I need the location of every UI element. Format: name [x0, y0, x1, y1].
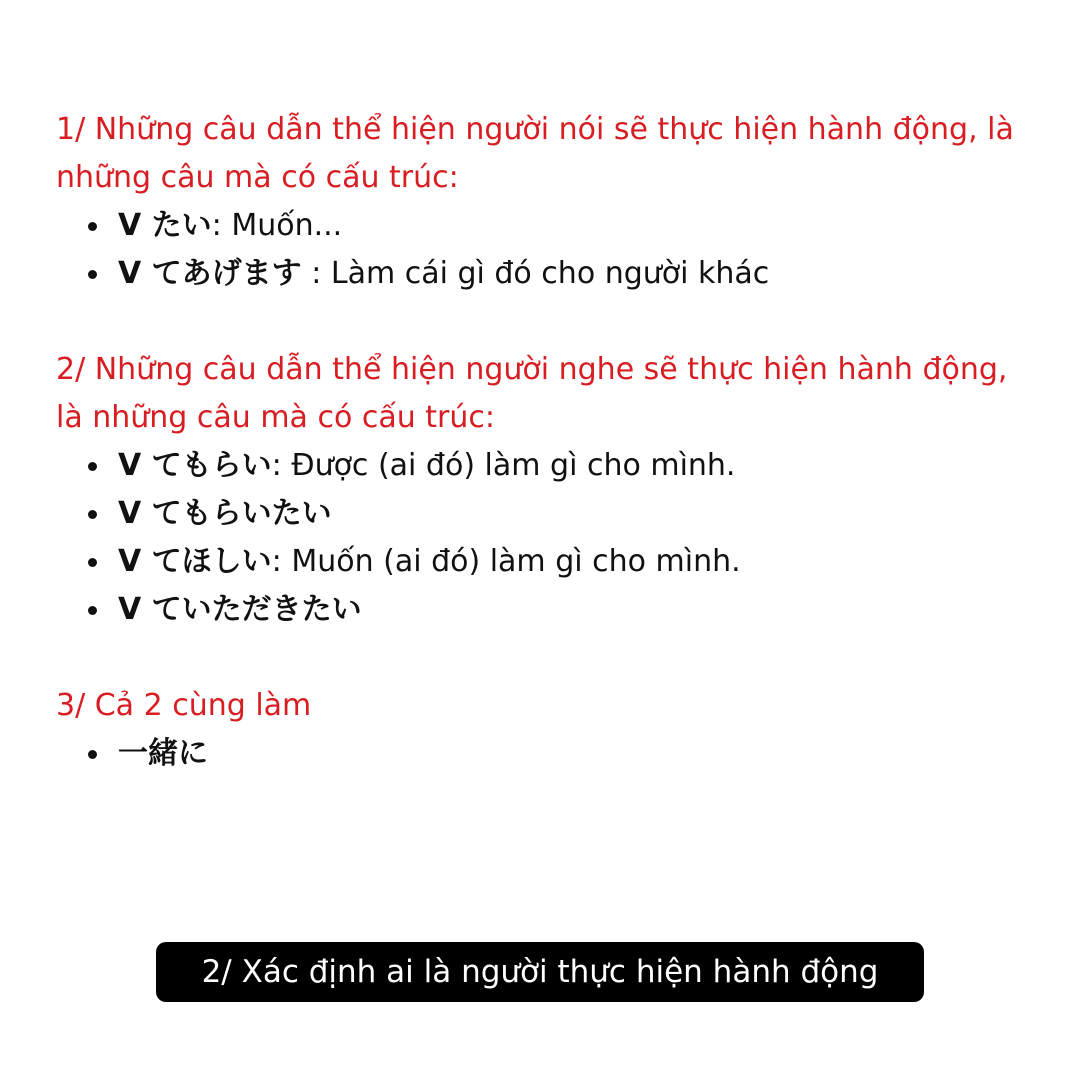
grammar-term: V たい — [118, 208, 212, 243]
bullet-icon — [88, 510, 97, 519]
grammar-term: V てもらい — [118, 448, 272, 483]
section-1-heading: 1/ Những câu dẫn thể hiện người nói sẽ thực hiện hành động, là những câu mà có cấu trúc: — [56, 112, 1014, 195]
section-spacer — [56, 634, 1016, 682]
bullet-icon — [88, 750, 97, 759]
grammar-meaning: : Muốn... — [211, 208, 343, 243]
section-1-list — [56, 202, 1016, 298]
section-spacer — [56, 298, 1016, 346]
bullet-icon — [88, 558, 97, 567]
bullet-icon — [88, 606, 97, 615]
bullet-icon — [88, 270, 97, 279]
bullet-icon — [88, 462, 97, 471]
list-item — [82, 250, 1016, 298]
grammar-meaning: : Muốn (ai đó) làm gì cho mình. — [271, 544, 741, 579]
list-item — [82, 730, 1016, 778]
list-item — [82, 202, 1016, 250]
list-item — [82, 538, 1016, 586]
section-3-list — [56, 730, 1016, 778]
list-item — [82, 442, 1016, 490]
section-3-heading: 3/ Cả 2 cùng làm — [56, 688, 312, 723]
grammar-term: V てもらいたい — [118, 496, 332, 531]
grammar-term: V てあげます — [118, 256, 302, 291]
list-item — [82, 490, 1016, 538]
content-body — [56, 106, 1016, 778]
list-item — [82, 586, 1016, 634]
grammar-term: V てほしい — [118, 544, 272, 579]
grammar-meaning: : Được (ai đó) làm gì cho mình. — [271, 448, 736, 483]
section-2-heading: 2/ Những câu dẫn thể hiện người nghe sẽ thực hiện hành động, là những câu mà có cấu trúc: — [56, 352, 1008, 435]
grammar-term: 一緒に — [118, 736, 208, 771]
grammar-term: V ていただきたい — [118, 592, 362, 627]
bullet-icon — [88, 222, 97, 231]
caption-banner: 2/ Xác định ai là người thực hiện hành động — [156, 942, 924, 1002]
section-2-list — [56, 442, 1016, 634]
grammar-meaning: : Làm cái gì đó cho người khác — [301, 256, 770, 291]
